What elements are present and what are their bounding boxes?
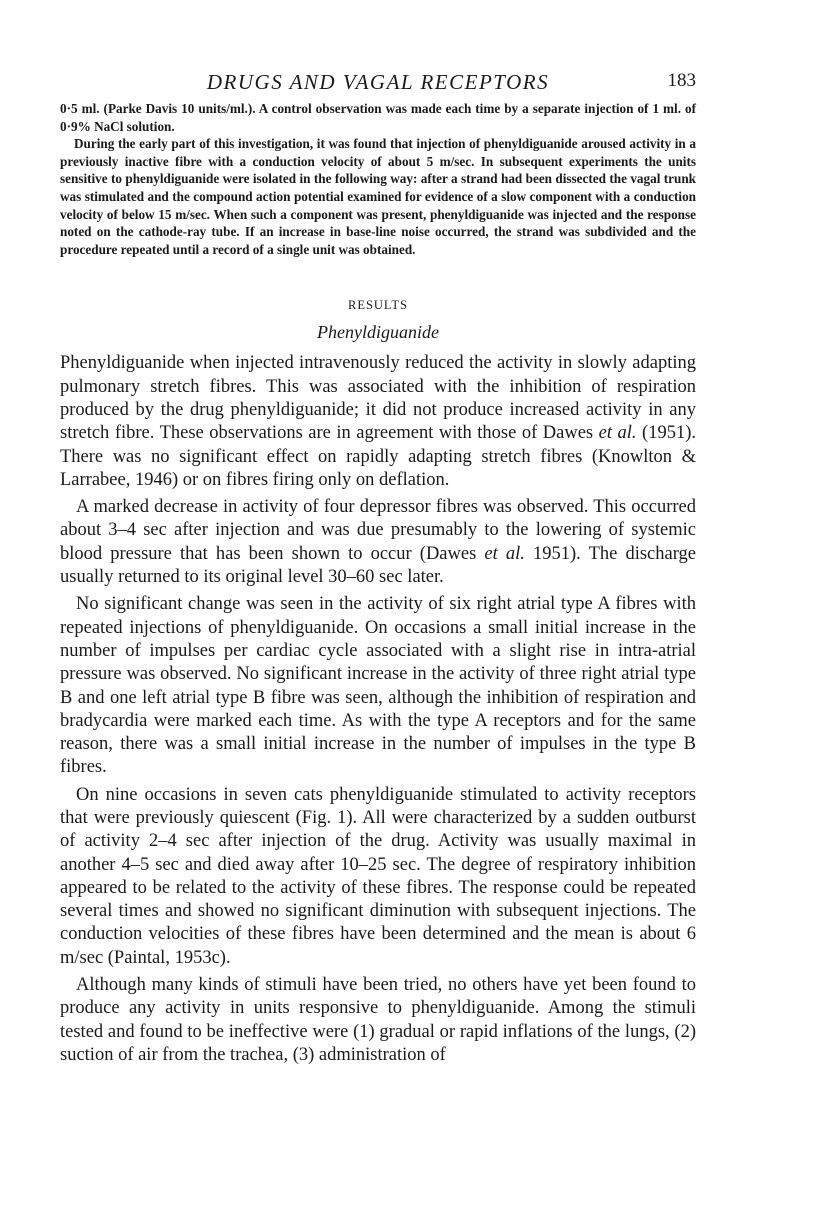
results-paragraph-2 — [60, 496, 696, 589]
results-paragraph-4: On nine occasions in seven cats phenyldiguanide stimulated to activity receptors that were previously quiescent (Fig. 1). All were characterized by a sudden outburst of activity 2–4 sec after injection of the drug. Activity was usually maximal in another 4–5 sec and died away after 10–25 sec. The degree of respiratory inhibition appeared to be related to the activity of these fibres. The response could be repeated several times and showed no significant diminution with subsequent injections. The conduction velocities of these fibres have been determined and the mean is about 6 m/sec (Paintal, 1953c). — [60, 784, 696, 968]
results-paragraph-1-part-b: (1951). There was no significant effect on rapidly adapting stretch fibres (Knowlton & Larrabee, 1946) or on fibres firing only on deflation. — [60, 423, 696, 490]
results-paragraph-5: Although many kinds of stimuli have been tried, no others have yet been found to produce any activity in units responsive to phenyldiguanide. Among the stimuli tested and found to be ineffective were (1) gradual or rapid inflations of the lungs, (2) suction of air from the trachea, (3) administration of — [60, 975, 696, 1065]
methods-paragraph-1: 0·5 ml. (Parke Davis 10 units/ml.). A control observation was made each time by a separate injection of 1 ml. of 0·9% NaCl solution. — [60, 101, 696, 134]
phenyldiguanide-subheading: Phenyldiguanide — [317, 322, 439, 343]
methods-paragraph-2: During the early part of this investigation, it was found that injection of phenyldiguanide aroused activity in a previously inactive fibre with a conduction velocity of about 5 m/sec. In subsequent experiments the units sensitive to phenyldiguanide were isolated in the following way: after a strand had been dissected the vagal trunk was stimulated and the compound action potential examined for evidence of a slow component with a conduction velocity of below 15 m/sec. When such a component was present, phenyldiguanide was injected and the response noted on the cathode-ray tube. If an increase in base-line noise occurred, the strand was subdivided and the procedure repeated until a record of a single unit was obtained. — [60, 136, 696, 257]
results-heading: RESULTS — [347, 298, 409, 313]
running-title: DRUGS AND VAGAL RECEPTORS — [206, 70, 550, 94]
results-paragraph-1-part-a: Phenyldiguanide when injected intravenously reduced the activity in slowly adapting pulmonary stretch fibres. This was associated with the inhibition of respiration produced by the drug phenyldiguanide; it did not produce increased activity in any stretch fibre. These observations are in agreement with those of Dawes — [60, 353, 696, 444]
et-al-citation: et al. — [484, 543, 525, 564]
page-number: 183 — [667, 70, 696, 91]
results-paragraph-2-part-a: A marked decrease in activity of four depressor fibres was observed. This occurred about 3–4 sec after injection and was due presumably to the lowering of systemic blood pressure that has been shown to occur (Dawes — [60, 497, 696, 564]
results-paragraph-2-part-b: 1951). The discharge usually returned to its original level 30–60 sec later. — [60, 543, 696, 588]
results-paragraph-1 — [60, 352, 696, 492]
page — [60, 70, 696, 1067]
running-head — [60, 70, 696, 100]
results-paragraph-3: No significant change was seen in the activity of six right atrial type A fibres with repeated injections of phenyldiguanide. On occasions a small initial increase in the number of impulses per cardiac cycle associated with a slight rise in intra-atrial pressure was observed. No significant increase in the activity of three right atrial type B and one left atrial type B fibre was seen, although the inhibition of respiration and bradycardia were marked each time. As with the type A receptors and for the same reason, there was a small initial increase in the number of impulses in the type B fibres. — [60, 594, 696, 778]
et-al-citation: et al. — [598, 423, 637, 444]
